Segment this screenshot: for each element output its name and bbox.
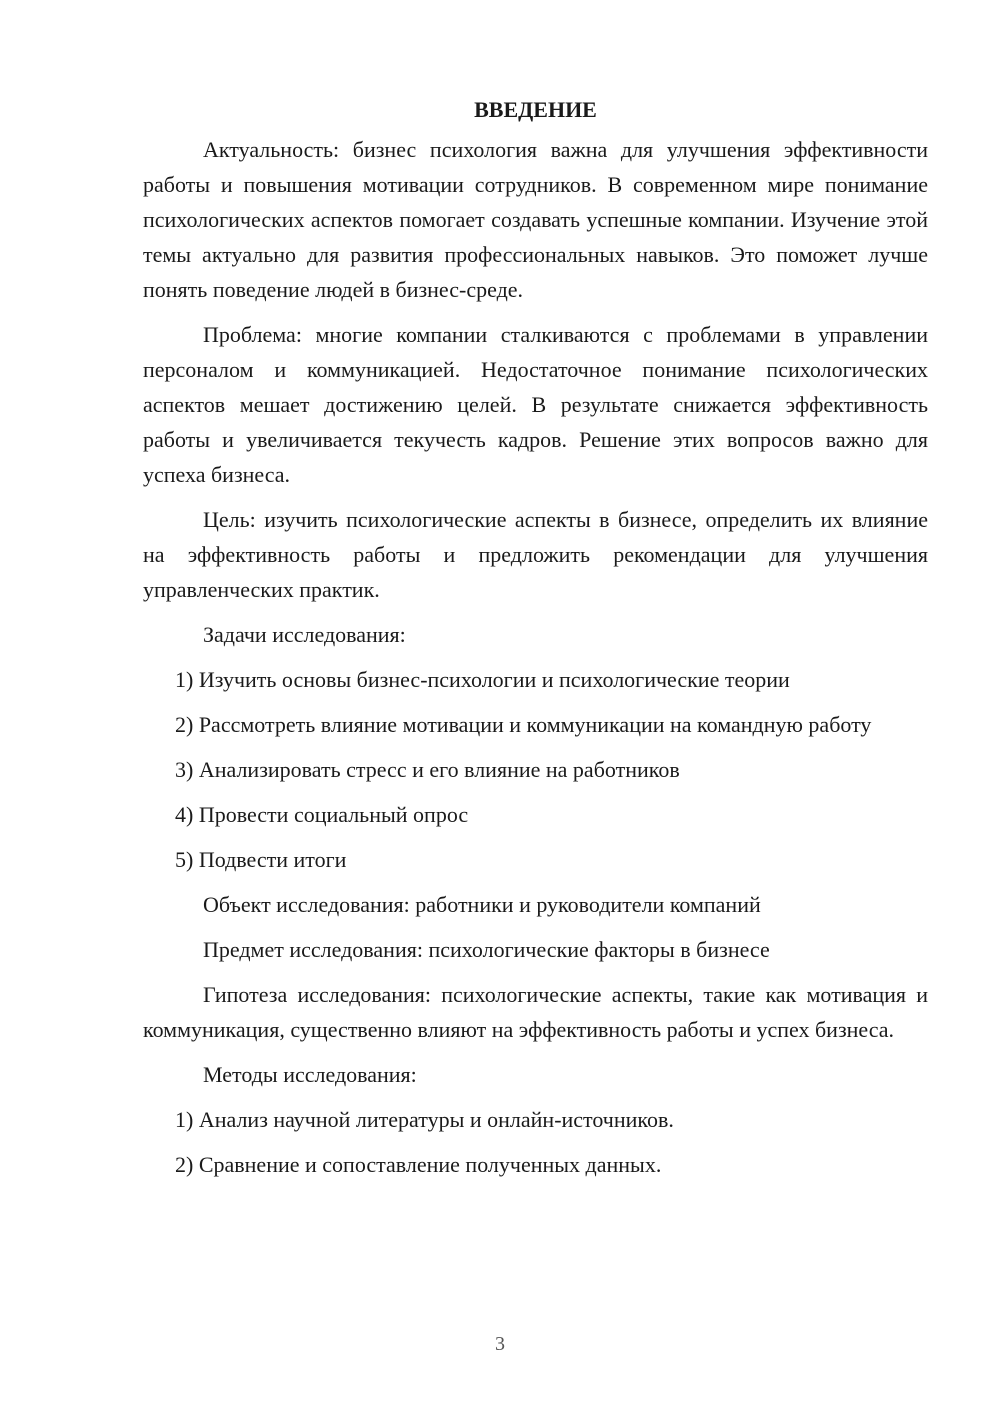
- goal-paragraph: Цель: изучить психологические аспекты в бизнесе, определить их влияние на эффективность работы и предложить рекомендации для улучшения управленческих практик.: [143, 507, 928, 602]
- hypothesis-paragraph: Гипотеза исследования: психологические аспекты, такие как мотивация и коммуникация, существенно влияют на эффективность работы и успех бизнеса.: [143, 982, 928, 1042]
- method-item-1: 1) Анализ научной литературы и онлайн-источников.: [175, 1107, 674, 1132]
- problem-paragraph: Проблема: многие компании сталкиваются с проблемами в управлении персоналом и коммуникацией. Недостаточное понимание психологических аспектов мешает достижению целей. В результате снижается эффективность работы и увеличивается текучесть кадров. Решение этих вопросов важно для успеха бизнеса.: [143, 322, 928, 487]
- task-item-4: 4) Провести социальный опрос: [175, 802, 469, 827]
- task-item-2: 2) Рассмотреть влияние мотивации и коммуникации на командную работу: [175, 712, 872, 737]
- page-number: 3: [495, 1333, 505, 1355]
- document-page: [143, 92, 928, 1192]
- method-item-2: 2) Сравнение и сопоставление полученных данных.: [175, 1152, 662, 1177]
- task-item-1: 1) Изучить основы бизнес-психологии и психологические теории: [175, 667, 790, 692]
- methods-heading: Методы исследования:: [203, 1062, 417, 1087]
- task-item-3: 3) Анализировать стресс и его влияние на работников: [175, 757, 680, 782]
- research-object: Объект исследования: работники и руководители компаний: [203, 892, 761, 917]
- task-item-5: 5) Подвести итоги: [175, 847, 347, 872]
- relevance-paragraph: Актуальность: бизнес психология важна для улучшения эффективности работы и повышения мотивации сотрудников. В современном мире понимание психологических аспектов помогает создавать успешные компании. Изучение этой темы актуально для развития профессиональных навыков. Это поможет лучше понять поведение людей в бизнес-среде.: [143, 137, 928, 302]
- tasks-heading: Задачи исследования:: [203, 622, 406, 647]
- research-subject: Предмет исследования: психологические факторы в бизнесе: [203, 937, 770, 962]
- section-title: ВВЕДЕНИЕ: [474, 97, 597, 122]
